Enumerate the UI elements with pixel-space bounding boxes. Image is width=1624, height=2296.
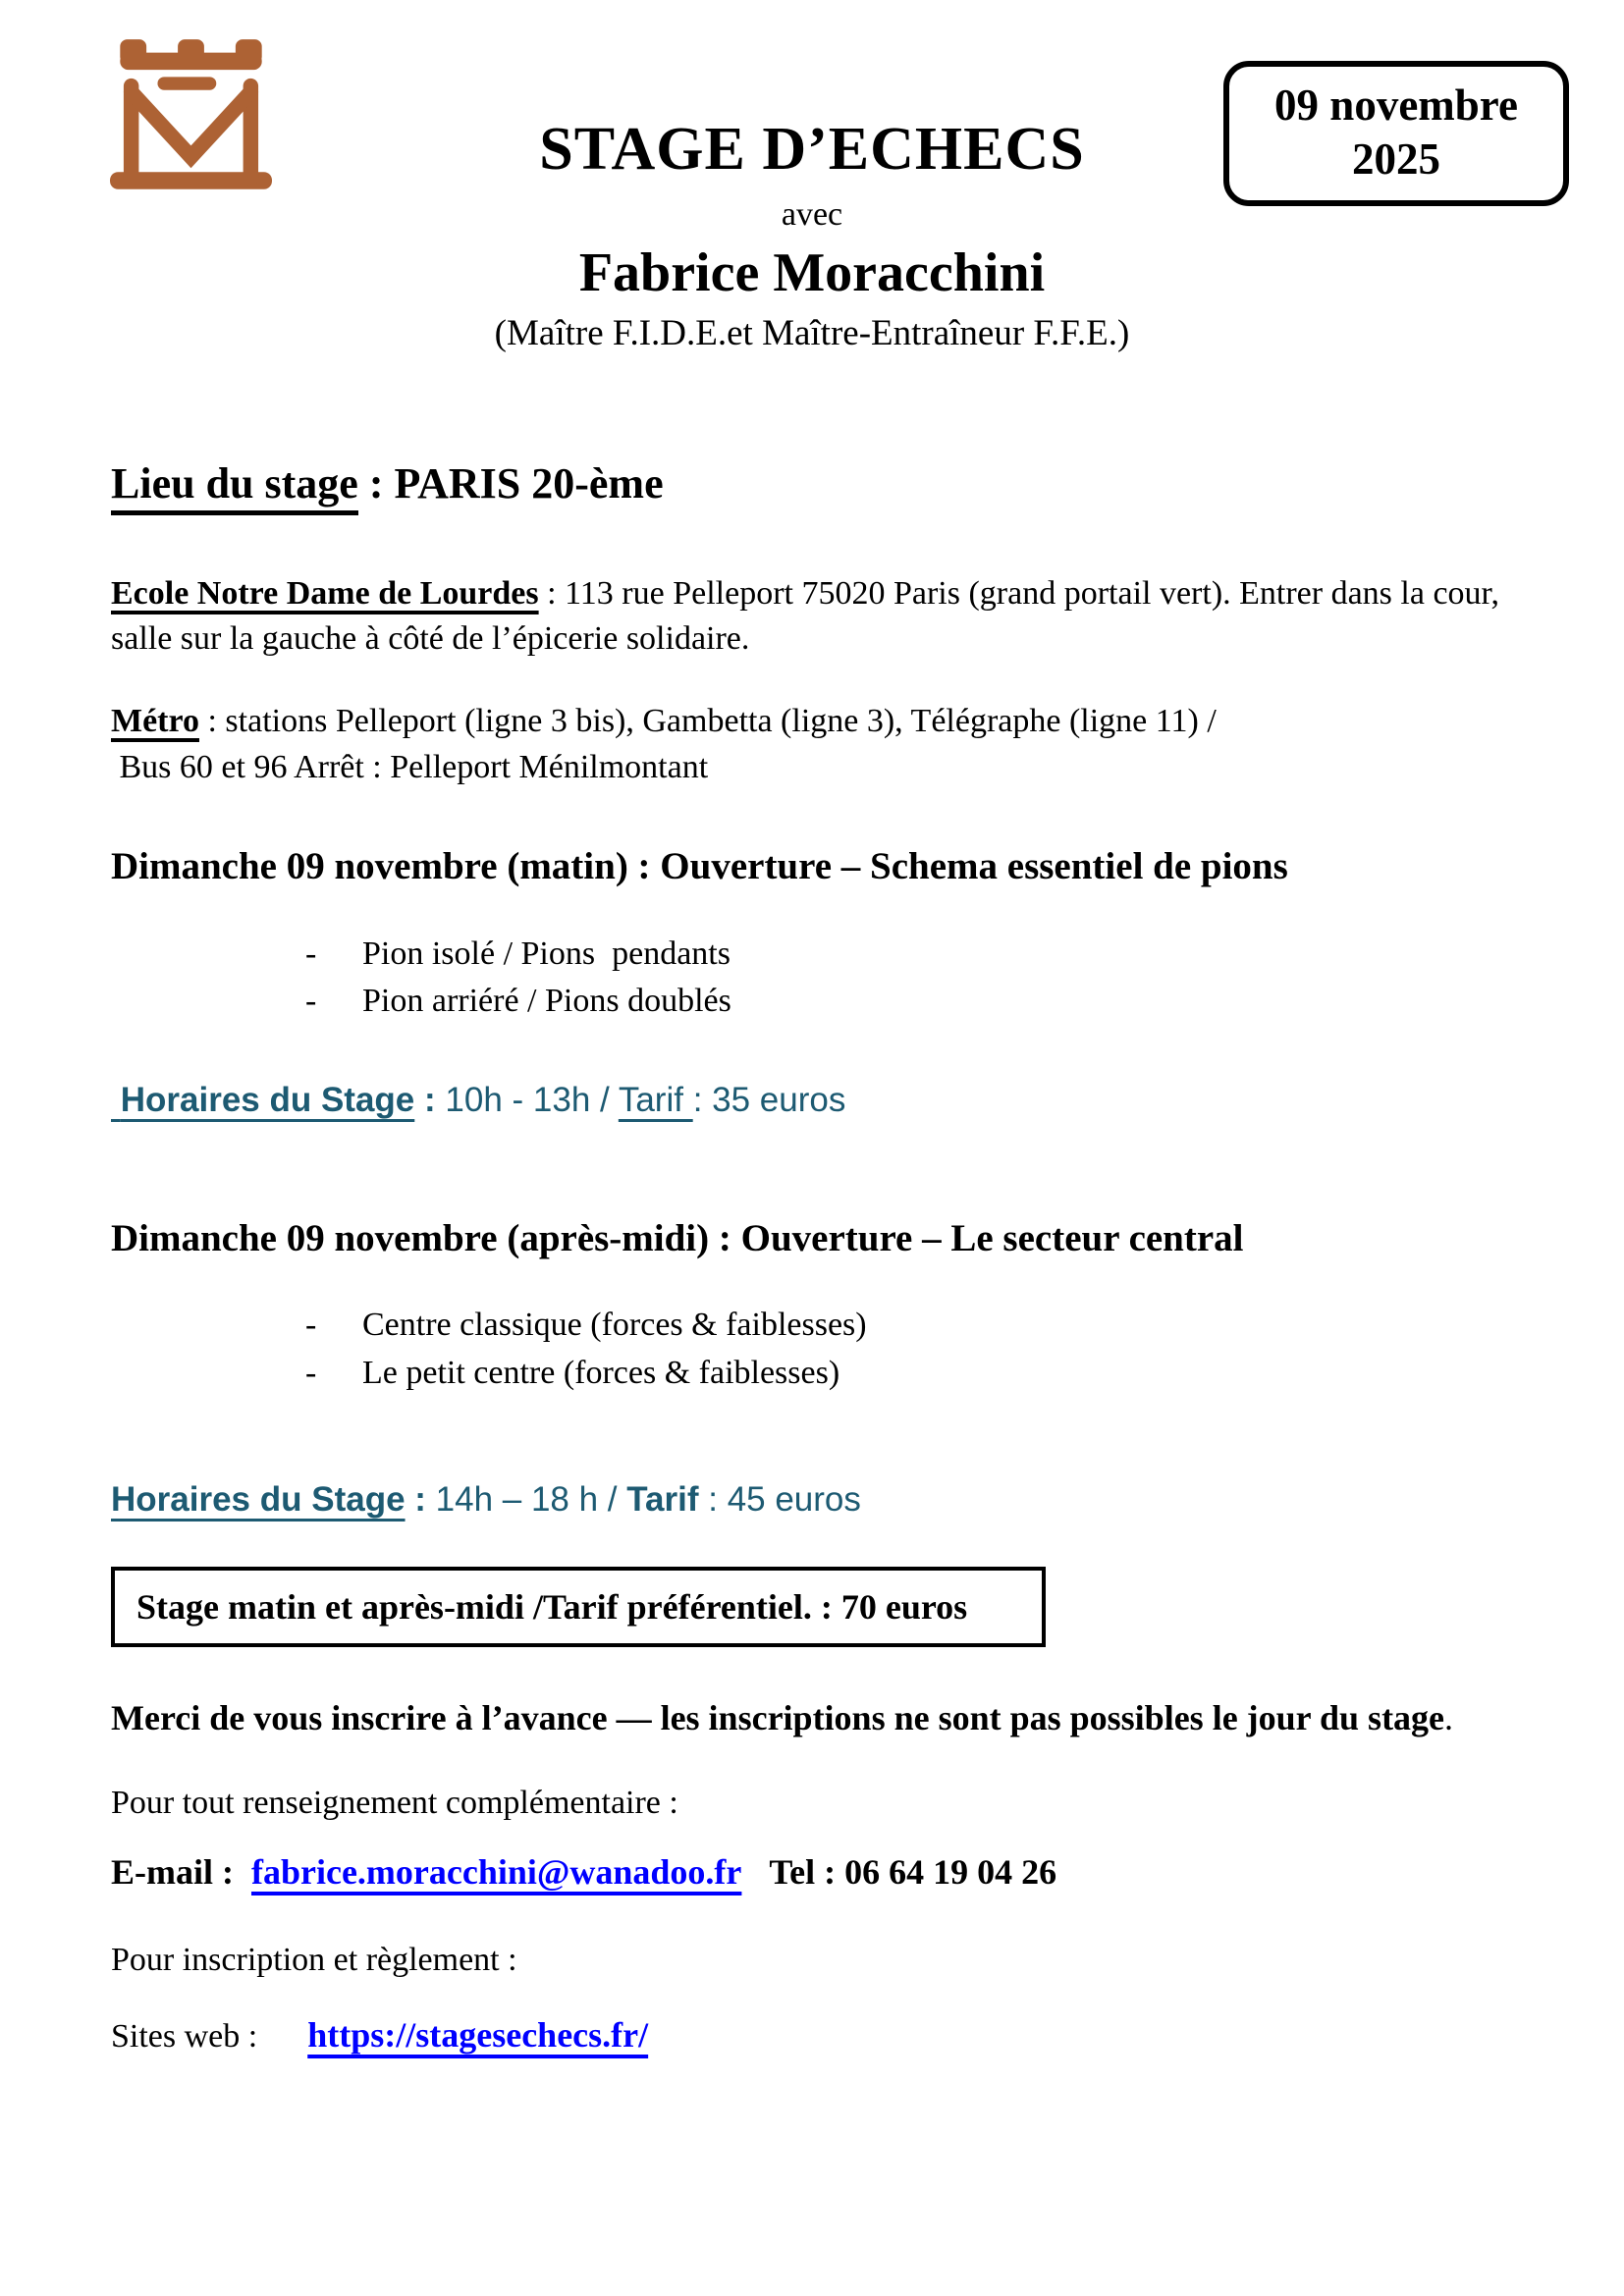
instructor-credentials: (Maître F.I.D.E.et Maître-Entraîneur F.F.E.)	[494, 312, 1130, 353]
bus-text: Bus 60 et 96 Arrêt : Pelleport Ménilmontant	[111, 748, 709, 785]
date-line1: 09 novembre	[1274, 80, 1518, 130]
notice-bold-text: Merci de vous inscrire à l’avance — les inscriptions ne sont pas possibles le jour du stage	[111, 1698, 1445, 1738]
rook-m-icon	[110, 39, 272, 191]
location-heading-value: PARIS 20-ème	[394, 458, 664, 507]
chess-rook-m-logo	[110, 39, 272, 191]
location-heading	[111, 458, 1565, 508]
instructor-name: Fabrice Moracchini	[578, 242, 1046, 304]
horaires-label: Horaires du Stage	[111, 1081, 415, 1120]
list-item	[305, 1302, 1565, 1349]
email-label: E-mail :	[111, 1852, 251, 1892]
sites-line	[111, 2014, 1565, 2056]
notice-period: .	[1444, 1698, 1454, 1738]
bullet-text: Le petit centre (forces & faiblesses)	[362, 1354, 840, 1391]
email-line	[111, 1851, 1565, 1893]
list-item	[305, 931, 1565, 978]
afternoon-session-heading: Dimanche 09 novembre (après-midi) : Ouverture – Le secteur central	[111, 1216, 1244, 1259]
horaires-time: 14h – 18 h /	[435, 1479, 627, 1519]
info-line: Pour tout renseignement complémentaire :	[111, 1785, 678, 1821]
list-item	[305, 978, 1565, 1025]
afternoon-horaires-line	[111, 1477, 1565, 1522]
tarif-label: Tarif	[626, 1479, 699, 1519]
bullet-text: Centre classique (forces & faiblesses)	[362, 1307, 867, 1344]
email-link[interactable]: fabrice.moracchini@wanadoo.fr	[250, 1852, 742, 1892]
content	[0, 458, 1624, 2056]
list-item	[305, 1350, 1565, 1397]
horaires-colon: :	[414, 1081, 446, 1120]
inscription-line: Pour inscription et règlement :	[111, 1942, 517, 1978]
metro-paragraph	[111, 699, 1565, 789]
location-heading-label: Lieu du stage	[111, 459, 358, 515]
bullet-dash: -	[305, 982, 317, 1019]
registration-notice	[111, 1694, 1565, 1743]
school-paragraph	[111, 571, 1565, 662]
metro-text: : stations Pelleport (ligne 3 bis), Gambetta (ligne 3), Télégraphe (ligne 11) /	[198, 703, 1217, 740]
preferential-price-box: Stage matin et après-midi /Tarif préférentiel. : 70 euros	[111, 1567, 1046, 1647]
horaires-colon: :	[405, 1479, 436, 1519]
horaires-time: 10h - 13h /	[445, 1081, 619, 1120]
morning-session-heading: Dimanche 09 novembre (matin) : Ouverture – Schema essentiel de pions	[111, 844, 1288, 887]
avec-text: avec	[781, 196, 843, 234]
date-line2: 2025	[1352, 133, 1440, 184]
phone-number: Tel : 06 64 19 04 26	[769, 1852, 1057, 1892]
morning-horaires-line	[111, 1078, 1565, 1123]
bullet-text: Pion isolé / Pions pendants	[362, 934, 731, 972]
bullet-dash: -	[305, 1354, 317, 1391]
bullet-dash: -	[305, 1307, 317, 1344]
morning-bullet-list	[111, 931, 1565, 1026]
school-text: : 113 rue Pelleport 75020 Paris (grand portail vert). Entrer dans la cour, salle sur la gauche à côté de l’épicerie solidaire.	[111, 574, 1508, 658]
sites-label: Sites web :	[111, 2018, 275, 2055]
date-box	[1223, 61, 1569, 206]
bullet-text: Pion arriéré / Pions doublés	[362, 982, 731, 1019]
metro-label: Métro	[111, 703, 199, 740]
tarif-value: : 45 euros	[698, 1479, 861, 1519]
horaires-label: Horaires du Stage	[111, 1479, 406, 1519]
tarif-label: Tarif	[618, 1081, 693, 1120]
afternoon-bullet-list	[111, 1302, 1565, 1397]
tarif-value: : 35 euros	[692, 1081, 846, 1120]
bullet-dash: -	[305, 934, 317, 972]
school-label: Ecole Notre Dame de Lourdes	[111, 574, 539, 612]
page-title: STAGE D’ECHECS	[539, 116, 1085, 183]
location-heading-colon: :	[357, 458, 395, 507]
website-link[interactable]: https://stagesechecs.fr/	[307, 2015, 649, 2055]
